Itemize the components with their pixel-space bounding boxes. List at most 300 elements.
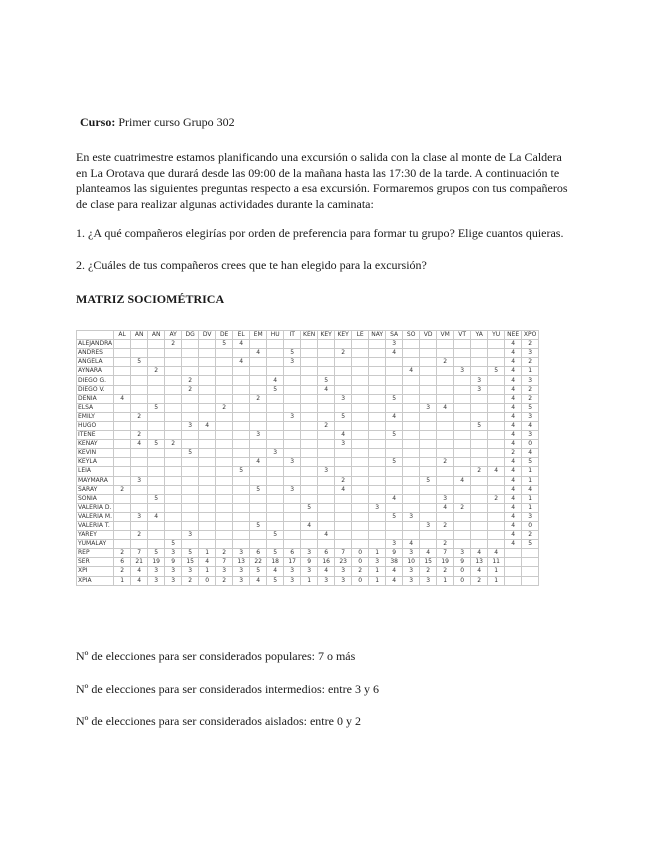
matrix-row	[77, 531, 539, 540]
matrix-cell: 7	[335, 549, 352, 558]
matrix-cell	[301, 458, 318, 467]
matrix-cell	[301, 421, 318, 430]
matrix-cell	[199, 403, 216, 412]
matrix-cell	[199, 376, 216, 385]
matrix-cell: 3	[165, 549, 182, 558]
matrix-cell: 3	[335, 567, 352, 576]
matrix-cell: 1	[522, 467, 539, 476]
matrix-row	[77, 576, 539, 585]
matrix-cell: 3	[420, 521, 437, 530]
matrix-cell	[267, 412, 284, 421]
matrix-cell	[284, 340, 301, 349]
matrix-header-cell: HU	[267, 331, 284, 340]
matrix-cell: 2	[437, 358, 454, 367]
matrix-cell: 1	[114, 576, 131, 585]
matrix-cell	[267, 494, 284, 503]
matrix-cell	[420, 458, 437, 467]
matrix-cell	[233, 431, 250, 440]
matrix-cell: 2	[471, 576, 488, 585]
matrix-cell	[216, 394, 233, 403]
matrix-cell: 3	[369, 503, 386, 512]
question-1: 1. ¿A qué compañeros elegirías por orden de preferencia para formar tu grupo? Elige cuantos quieras.	[76, 226, 564, 240]
matrix-cell	[335, 494, 352, 503]
matrix-cell	[437, 421, 454, 430]
matrix-cell	[216, 412, 233, 421]
matrix-cell: 1	[301, 576, 318, 585]
matrix-cell	[437, 476, 454, 485]
matrix-cell	[233, 403, 250, 412]
matrix-cell	[505, 558, 522, 567]
matrix-cell	[284, 467, 301, 476]
matrix-cell	[267, 421, 284, 430]
matrix-cell: 0	[199, 576, 216, 585]
matrix-cell	[318, 440, 335, 449]
matrix-row	[77, 394, 539, 403]
matrix-cell	[148, 485, 165, 494]
matrix-cell	[165, 494, 182, 503]
matrix-cell: 11	[488, 558, 505, 567]
matrix-cell	[301, 494, 318, 503]
matrix-cell	[250, 412, 267, 421]
matrix-cell	[165, 367, 182, 376]
matrix-cell	[114, 531, 131, 540]
matrix-cell	[284, 521, 301, 530]
matrix-cell	[216, 467, 233, 476]
matrix-cell: 1	[522, 476, 539, 485]
matrix-cell: 9	[165, 558, 182, 567]
matrix-header-cell: SO	[403, 331, 420, 340]
matrix-cell: 9	[454, 558, 471, 567]
matrix-row	[77, 458, 539, 467]
matrix-cell: 3	[182, 567, 199, 576]
matrix-cell	[318, 358, 335, 367]
matrix-cell: 4	[250, 458, 267, 467]
matrix-cell: 5	[386, 512, 403, 521]
matrix-cell: 2	[216, 576, 233, 585]
matrix-cell: 4	[301, 521, 318, 530]
matrix-cell: 3	[182, 421, 199, 430]
matrix-cell: 4	[403, 540, 420, 549]
matrix-cell: 9	[301, 558, 318, 567]
matrix-cell	[335, 503, 352, 512]
matrix-cell	[182, 403, 199, 412]
matrix-cell	[233, 421, 250, 430]
matrix-cell	[454, 412, 471, 421]
matrix-cell	[267, 349, 284, 358]
matrix-cell	[301, 449, 318, 458]
matrix-cell: 4	[488, 467, 505, 476]
matrix-cell	[352, 458, 369, 467]
matrix-cell: 3	[522, 512, 539, 521]
matrix-cell: 3	[335, 576, 352, 585]
matrix-cell	[437, 512, 454, 521]
matrix-cell: 1	[437, 576, 454, 585]
matrix-cell: 4	[488, 549, 505, 558]
matrix-header-cell: AY	[165, 331, 182, 340]
matrix-cell	[165, 512, 182, 521]
matrix-cell	[165, 476, 182, 485]
matrix-cell	[403, 449, 420, 458]
matrix-cell	[267, 485, 284, 494]
matrix-cell	[131, 521, 148, 530]
matrix-row-label: ELSA	[77, 403, 114, 412]
matrix-cell	[403, 403, 420, 412]
matrix-cell	[471, 394, 488, 403]
matrix-cell: 6	[114, 558, 131, 567]
matrix-cell: 15	[420, 558, 437, 567]
matrix-cell	[454, 403, 471, 412]
matrix-cell	[199, 458, 216, 467]
matrix-cell	[250, 476, 267, 485]
matrix-cell	[454, 485, 471, 494]
matrix-cell	[403, 385, 420, 394]
matrix-cell	[471, 358, 488, 367]
matrix-cell	[437, 376, 454, 385]
matrix-cell: 1	[522, 494, 539, 503]
matrix-cell: 3	[335, 440, 352, 449]
matrix-cell	[267, 467, 284, 476]
matrix-cell: 19	[437, 558, 454, 567]
matrix-cell	[284, 494, 301, 503]
matrix-cell	[267, 512, 284, 521]
matrix-cell: 5	[522, 403, 539, 412]
matrix-cell	[199, 467, 216, 476]
matrix-cell	[131, 449, 148, 458]
matrix-cell	[233, 458, 250, 467]
matrix-cell	[250, 503, 267, 512]
matrix-cell	[182, 458, 199, 467]
matrix-cell	[182, 394, 199, 403]
course-label: Curso:	[80, 115, 116, 129]
matrix-cell	[318, 540, 335, 549]
matrix-cell	[267, 358, 284, 367]
matrix-cell	[199, 476, 216, 485]
matrix-cell	[471, 431, 488, 440]
matrix-header-cell: EL	[233, 331, 250, 340]
course-value: Primer curso Grupo 302	[118, 115, 235, 129]
matrix-cell	[335, 358, 352, 367]
matrix-cell	[284, 421, 301, 430]
matrix-cell	[318, 367, 335, 376]
matrix-cell: 4	[131, 567, 148, 576]
matrix-cell: 4	[505, 476, 522, 485]
matrix-cell: 2	[131, 531, 148, 540]
matrix-cell	[352, 449, 369, 458]
matrix-cell	[216, 531, 233, 540]
matrix-cell	[301, 385, 318, 394]
matrix-cell: 6	[250, 549, 267, 558]
matrix-cell	[216, 421, 233, 430]
matrix-cell	[420, 421, 437, 430]
matrix-cell	[182, 540, 199, 549]
matrix-cell: 0	[522, 440, 539, 449]
matrix-cell	[267, 367, 284, 376]
matrix-cell	[386, 531, 403, 540]
matrix-cell	[131, 467, 148, 476]
matrix-cell	[216, 349, 233, 358]
matrix-cell	[505, 576, 522, 585]
matrix-cell: 4	[505, 349, 522, 358]
question-2: 2. ¿Cuáles de tus compañeros crees que te han elegido para la excursión?	[76, 258, 427, 272]
matrix-cell: 4	[505, 376, 522, 385]
matrix-cell	[148, 340, 165, 349]
matrix-cell	[386, 403, 403, 412]
matrix-cell: 1	[488, 576, 505, 585]
matrix-cell	[488, 449, 505, 458]
matrix-cell: 3	[284, 567, 301, 576]
matrix-cell	[267, 340, 284, 349]
matrix-cell	[488, 540, 505, 549]
matrix-header-cell: LE	[352, 331, 369, 340]
matrix-cell: 3	[216, 567, 233, 576]
matrix-cell	[352, 521, 369, 530]
matrix-cell	[403, 440, 420, 449]
matrix-cell	[386, 440, 403, 449]
matrix-cell	[369, 385, 386, 394]
matrix-cell	[250, 358, 267, 367]
matrix-cell	[199, 385, 216, 394]
matrix-row-label: DIEGO V.	[77, 385, 114, 394]
matrix-row-label: YAREY	[77, 531, 114, 540]
matrix-row-label: ITENE	[77, 431, 114, 440]
matrix-cell	[454, 531, 471, 540]
matrix-cell	[284, 531, 301, 540]
matrix-cell	[488, 340, 505, 349]
matrix-cell	[437, 431, 454, 440]
matrix-cell	[352, 512, 369, 521]
matrix-cell	[216, 449, 233, 458]
matrix-cell: 3	[233, 576, 250, 585]
matrix-cell	[420, 512, 437, 521]
matrix-cell	[471, 494, 488, 503]
matrix-cell	[233, 503, 250, 512]
matrix-cell	[471, 412, 488, 421]
matrix-cell: 5	[284, 349, 301, 358]
matrix-cell	[420, 503, 437, 512]
matrix-cell: 5	[301, 503, 318, 512]
matrix-cell	[335, 421, 352, 430]
matrix-cell	[199, 494, 216, 503]
matrix-header-cell	[77, 331, 114, 340]
matrix-cell: 4	[386, 567, 403, 576]
matrix-cell: 4	[505, 440, 522, 449]
matrix-row	[77, 567, 539, 576]
matrix-cell	[114, 421, 131, 430]
matrix-cell: 4	[505, 421, 522, 430]
matrix-cell	[199, 540, 216, 549]
matrix-cell	[165, 349, 182, 358]
matrix-cell	[114, 494, 131, 503]
matrix-cell	[216, 385, 233, 394]
matrix-cell	[165, 385, 182, 394]
matrix-cell: 2	[182, 385, 199, 394]
matrix-cell: 2	[216, 549, 233, 558]
matrix-cell	[369, 494, 386, 503]
matrix-cell	[335, 512, 352, 521]
matrix-cell: 4	[505, 521, 522, 530]
matrix-cell: 4	[148, 512, 165, 521]
matrix-cell: 5	[267, 549, 284, 558]
matrix-cell	[267, 403, 284, 412]
matrix-cell	[216, 540, 233, 549]
matrix-row-label: HUGO	[77, 421, 114, 430]
matrix-row	[77, 503, 539, 512]
matrix-cell	[148, 412, 165, 421]
matrix-cell: 4	[318, 531, 335, 540]
matrix-cell: 4	[437, 403, 454, 412]
matrix-cell: 9	[386, 549, 403, 558]
matrix-cell	[420, 358, 437, 367]
matrix-cell	[114, 449, 131, 458]
matrix-cell	[148, 376, 165, 385]
matrix-cell	[216, 440, 233, 449]
matrix-cell: 3	[386, 540, 403, 549]
matrix-cell	[369, 440, 386, 449]
matrix-cell	[165, 449, 182, 458]
matrix-cell	[284, 367, 301, 376]
matrix-cell: 4	[199, 421, 216, 430]
matrix-cell	[233, 521, 250, 530]
matrix-cell	[199, 431, 216, 440]
matrix-cell: 4	[250, 349, 267, 358]
matrix-cell	[250, 531, 267, 540]
matrix-cell	[488, 521, 505, 530]
matrix-cell: 2	[522, 358, 539, 367]
matrix-cell: 4	[505, 467, 522, 476]
matrix-cell	[114, 431, 131, 440]
matrix-cell: 3	[403, 567, 420, 576]
matrix-cell	[318, 485, 335, 494]
matrix-cell	[369, 531, 386, 540]
matrix-cell: 4	[131, 440, 148, 449]
matrix-header-cell: XPO	[522, 331, 539, 340]
matrix-cell	[352, 376, 369, 385]
matrix-row	[77, 403, 539, 412]
matrix-cell: 3	[284, 458, 301, 467]
matrix-cell	[284, 403, 301, 412]
matrix-cell: 2	[335, 476, 352, 485]
matrix-cell: 3	[284, 485, 301, 494]
matrix-row-label: DIEGO G.	[77, 376, 114, 385]
matrix-cell	[352, 494, 369, 503]
matrix-cell	[335, 467, 352, 476]
matrix-cell	[352, 340, 369, 349]
matrix-cell: 6	[284, 549, 301, 558]
matrix-row-label: XPI	[77, 567, 114, 576]
matrix-cell: 2	[131, 412, 148, 421]
matrix-cell	[352, 349, 369, 358]
matrix-cell	[454, 421, 471, 430]
matrix-cell: 5	[165, 540, 182, 549]
matrix-cell: 3	[284, 576, 301, 585]
matrix-cell: 2	[471, 467, 488, 476]
matrix-cell: 5	[488, 367, 505, 376]
matrix-header-cell: AN	[131, 331, 148, 340]
matrix-cell: 2	[182, 576, 199, 585]
matrix-cell: 1	[369, 549, 386, 558]
matrix-cell	[233, 531, 250, 540]
matrix-cell: 4	[522, 449, 539, 458]
matrix-cell: 0	[352, 549, 369, 558]
matrix-cell: 2	[505, 449, 522, 458]
matrix-header-cell: AN	[148, 331, 165, 340]
matrix-cell	[386, 503, 403, 512]
note-popular: Nº de elecciones para ser considerados populares: 7 o más	[76, 649, 356, 663]
matrix-cell	[420, 467, 437, 476]
matrix-cell	[386, 467, 403, 476]
matrix-cell	[335, 540, 352, 549]
matrix-cell: 2	[437, 540, 454, 549]
matrix-cell	[352, 440, 369, 449]
matrix-cell	[199, 394, 216, 403]
matrix-cell: 1	[488, 567, 505, 576]
matrix-cell: 4	[250, 576, 267, 585]
matrix-cell	[437, 367, 454, 376]
matrix-cell: 5	[267, 531, 284, 540]
matrix-cell	[199, 412, 216, 421]
matrix-cell: 5	[250, 521, 267, 530]
matrix-row-label: XPIA	[77, 576, 114, 585]
matrix-cell	[165, 412, 182, 421]
matrix-cell: 4	[505, 412, 522, 421]
matrix-cell	[369, 403, 386, 412]
matrix-cell	[454, 431, 471, 440]
matrix-header-cell: NAY	[369, 331, 386, 340]
matrix-cell: 3	[403, 576, 420, 585]
matrix-cell	[403, 521, 420, 530]
matrix-cell: 1	[522, 367, 539, 376]
matrix-cell	[165, 403, 182, 412]
matrix-row	[77, 540, 539, 549]
matrix-cell: 3	[301, 549, 318, 558]
matrix-cell	[131, 349, 148, 358]
matrix-cell: 3	[131, 476, 148, 485]
matrix-row-label: MAYMARA	[77, 476, 114, 485]
matrix-cell	[437, 440, 454, 449]
matrix-cell	[165, 467, 182, 476]
matrix-cell	[369, 376, 386, 385]
matrix-cell	[131, 376, 148, 385]
matrix-cell	[301, 540, 318, 549]
matrix-cell	[369, 467, 386, 476]
matrix-cell	[216, 376, 233, 385]
matrix-cell: 0	[454, 567, 471, 576]
matrix-cell: 5	[386, 431, 403, 440]
matrix-cell: 2	[114, 549, 131, 558]
matrix-cell	[182, 340, 199, 349]
matrix-cell	[488, 349, 505, 358]
matrix-row	[77, 549, 539, 558]
matrix-cell	[250, 494, 267, 503]
matrix-cell: 3	[284, 358, 301, 367]
matrix-cell: 4	[386, 349, 403, 358]
matrix-cell	[420, 376, 437, 385]
matrix-cell: 5	[267, 576, 284, 585]
matrix-cell	[335, 340, 352, 349]
matrix-cell	[488, 531, 505, 540]
matrix-cell: 3	[318, 467, 335, 476]
matrix-cell	[437, 485, 454, 494]
matrix-cell	[233, 412, 250, 421]
matrix-cell	[488, 385, 505, 394]
matrix-cell: 4	[505, 431, 522, 440]
matrix-cell: 5	[148, 440, 165, 449]
matrix-cell: 2	[488, 494, 505, 503]
matrix-header-cell: DG	[182, 331, 199, 340]
matrix-cell	[199, 340, 216, 349]
matrix-cell	[199, 358, 216, 367]
matrix-cell	[454, 540, 471, 549]
